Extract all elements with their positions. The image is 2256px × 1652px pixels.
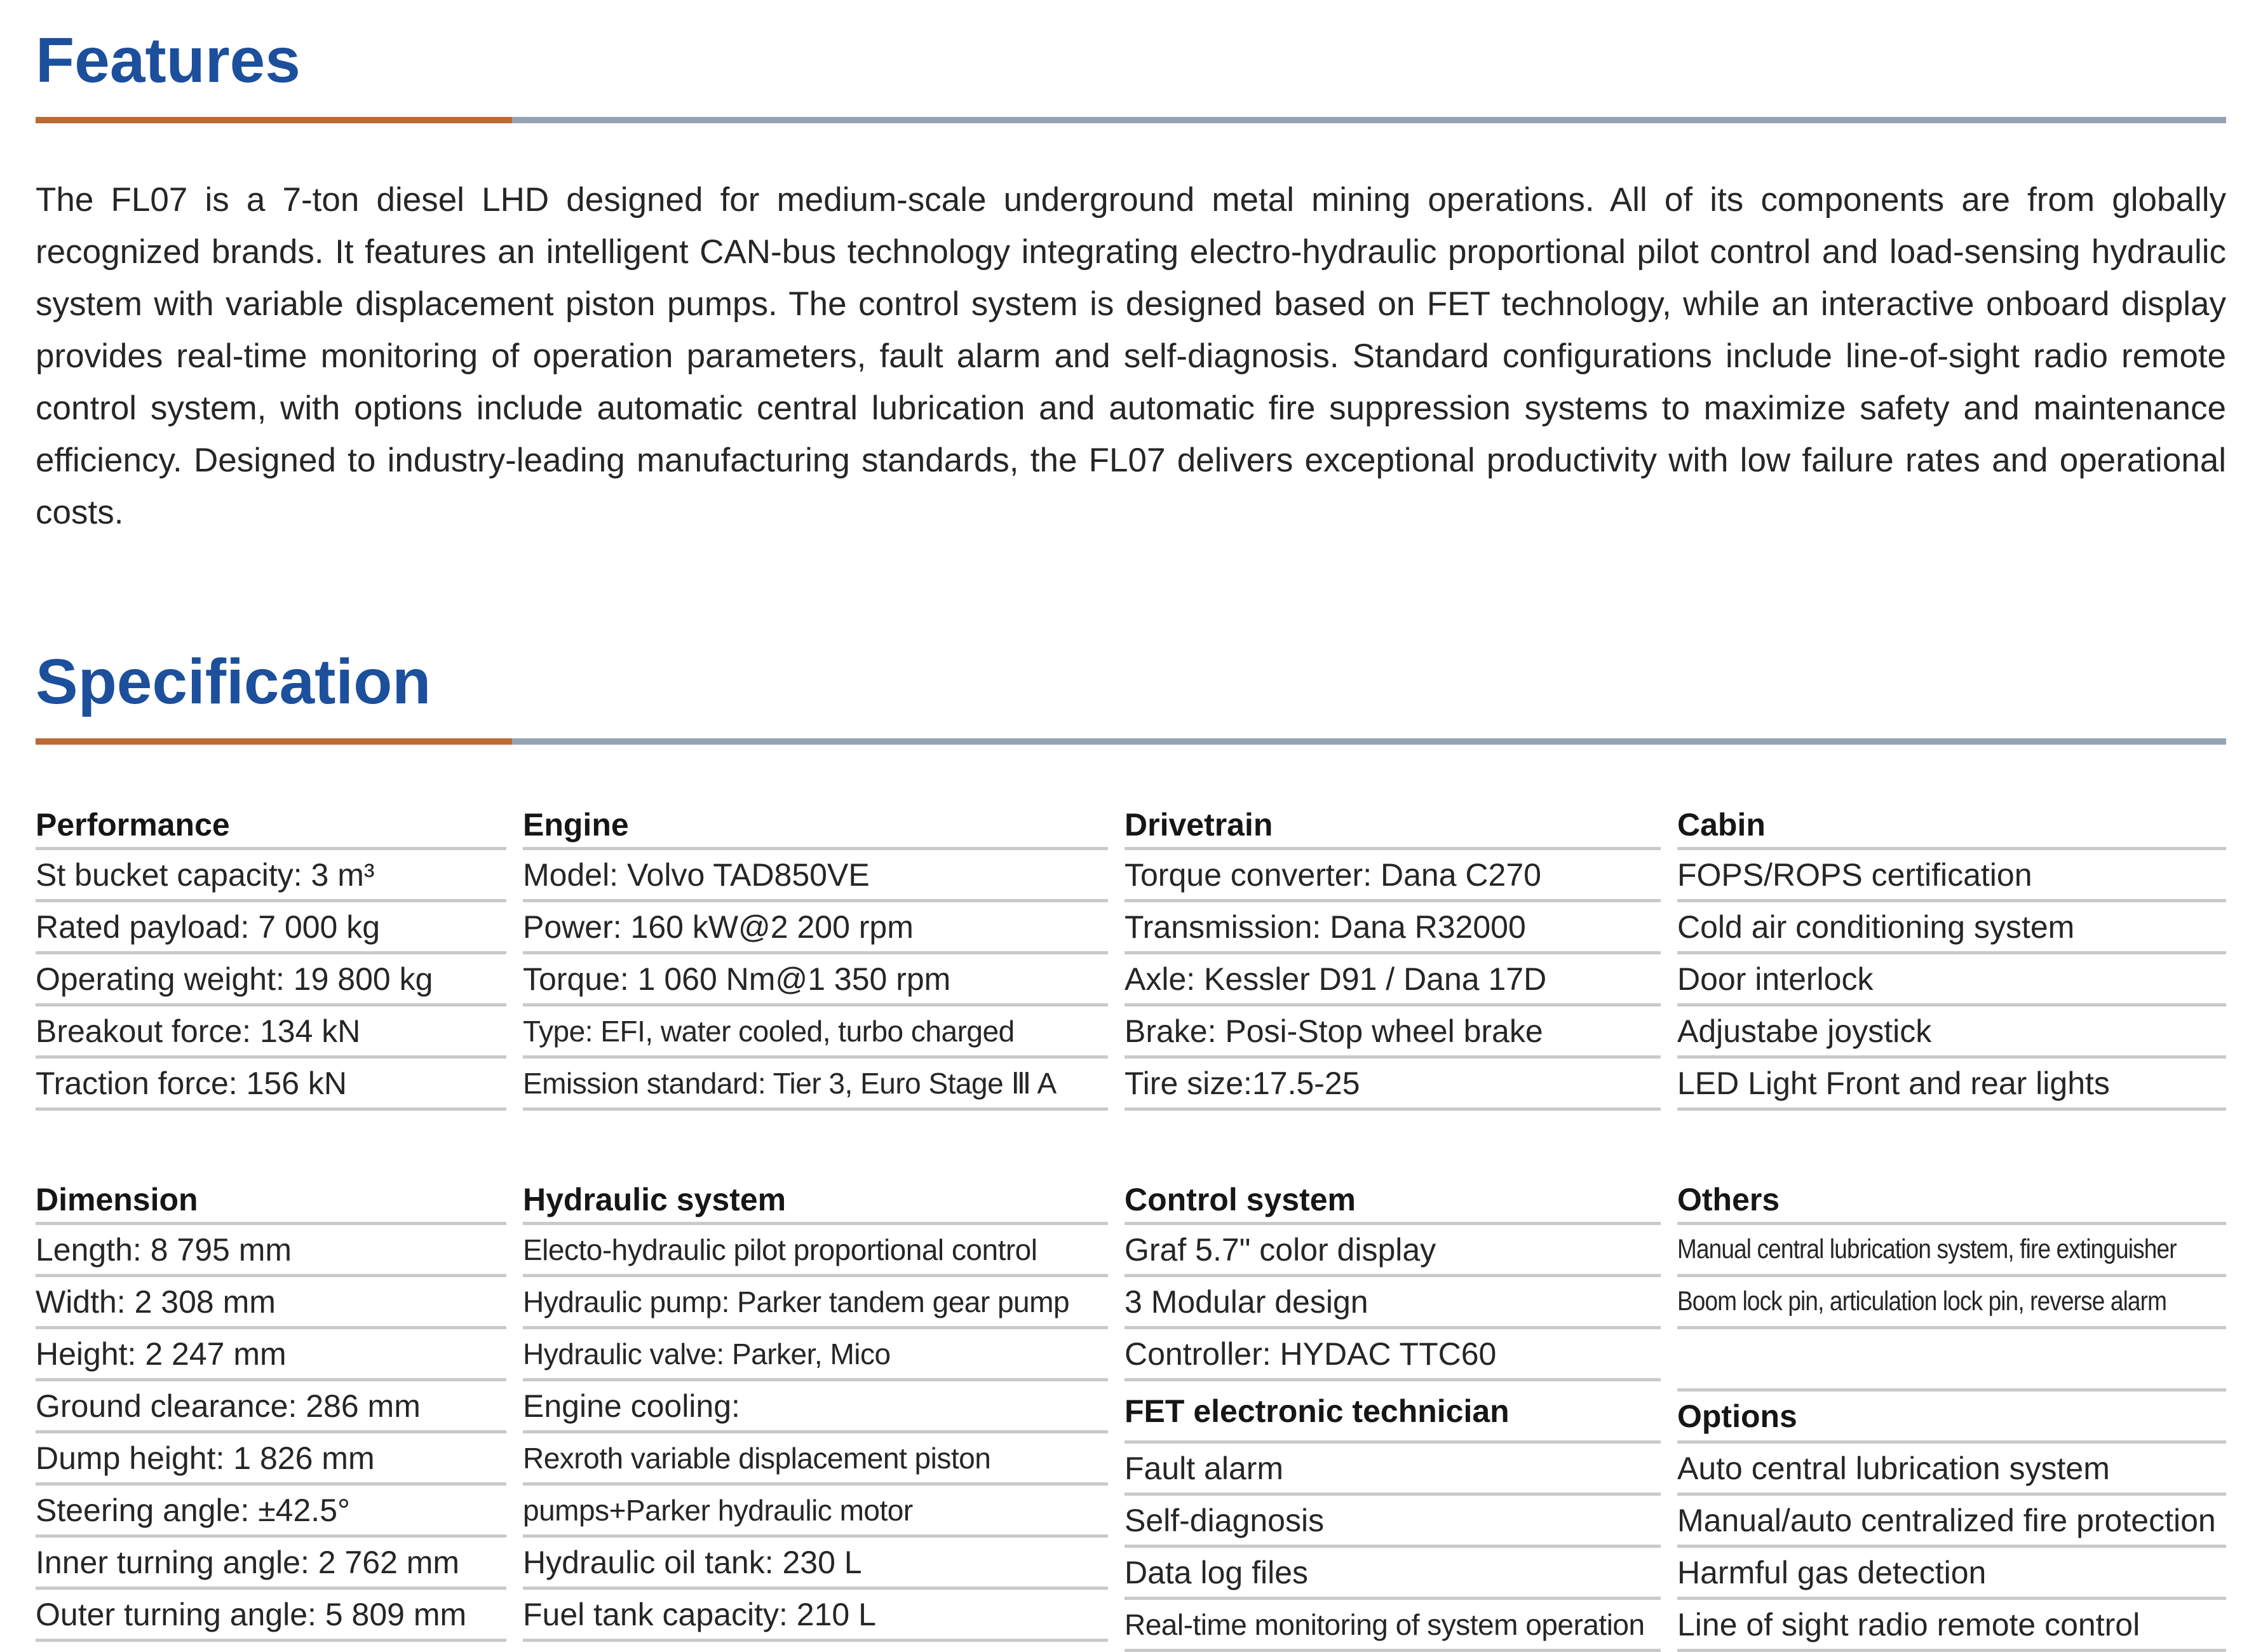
spec-cell [1677,1006,2226,1059]
spec-cell [523,902,1108,954]
spec-subheader-cell [1677,1391,2226,1444]
spec-cell-text: Dump height: 1 826 mm [36,1440,375,1476]
spec-cell [1125,1600,1661,1652]
spec-column-header: Control system [1125,1177,1661,1225]
spec-cell-text: Adjustabe joystick [1677,1013,1932,1049]
spec-cell [1677,1059,2226,1111]
spec-column-hydraulic-system [523,1177,1108,1652]
spec-cell-text: pumps+Parker hydraulic motor [523,1493,913,1527]
spec-cell [523,1329,1108,1381]
spec-column-engine [523,802,1108,1111]
spec-cell [523,954,1108,1006]
spec-cell-text: Auto central lubrication system [1677,1450,2110,1486]
spec-column-header: Dimension [36,1177,506,1225]
spec-cell [36,1006,506,1059]
spec-cell-text: Type: EFI, water cooled, turbo charged [523,1014,1015,1048]
spec-cell-text: Steering angle: ±42.5° [36,1492,350,1528]
spec-empty-cell [1677,1329,2226,1391]
spec-cell [1125,1006,1661,1059]
spec-cell [523,1433,1108,1486]
spec-cell [1677,1600,2226,1652]
spec-cell [36,1486,506,1538]
features-title: Features [36,25,301,96]
spec-cell-text: FOPS/ROPS certification [1677,856,2032,893]
spec-cell-text: Width: 2 308 mm [36,1283,276,1320]
spec-cell [36,1225,506,1277]
spec-cell-text: Hydraulic valve: Parker, Mico [523,1337,891,1371]
spec-table-band-2 [36,1177,2226,1652]
spec-cell-text: Torque: 1 060 Nm@1 350 rpm [523,961,951,997]
spec-cell-text: Fault alarm [1125,1450,1284,1486]
spec-cell-text: Fuel tank capacity: 210 L [523,1596,876,1632]
spec-cell-text: Emission standard: Tier 3, Euro Stage Ⅲ A [523,1066,1057,1100]
spec-cell-text: Hydraulic oil tank: 230 L [523,1544,862,1580]
spec-column-cabin [1677,802,2226,1111]
spec-cell-text: St bucket capacity: 3 m³ [36,856,375,893]
spec-cell [1677,1496,2226,1548]
features-paragraph: The FL07 is a 7-ton diesel LHD designed for medium-scale underground metal mining operations. All of its components are from globally recognized brands. It features an intelligent CAN-bus technology integrating electro-hydraulic proportional pilot control and load-sensing hydraulic system with variable displacement piston pumps. The control system is designed based on FET technology, while an interactive onboard display provides real-time monitoring of operation parameters, fault alarm and self-diagnosis. Standard configurations include line-of-sight radio remote control system, with options include automatic central lubrication and automatic fire suppression systems to maximize safety and maintenance efficiency. Designed to industry-leading manufacturing standards, the FL07 delivers exceptional productivity with low failure rates and operational costs. [36,181,2226,531]
spec-cell [36,1329,506,1381]
specification-title: Specification [36,646,431,717]
spec-cell [523,850,1108,902]
spec-cell-text: Model: Volvo TAD850VE [523,856,870,893]
spec-cell [36,1381,506,1433]
spec-column-header: Performance [36,802,506,850]
spec-subheader-cell [1125,1381,1661,1444]
spec-cell-text: Torque converter: Dana C270 [1125,856,1541,893]
spec-column-header: Hydraulic system [523,1177,1108,1225]
spec-cell [523,1381,1108,1433]
spec-cell-text: Self-diagnosis [1125,1502,1325,1538]
spec-cell-text: FET electronic technician [1125,1393,1510,1429]
spec-cell [36,1590,506,1642]
spec-cell [1125,1329,1661,1381]
spec-column-header: Others [1677,1177,2226,1225]
spec-cell-text: Electo-hydraulic pilot proportional control [523,1233,1037,1266]
spec-cell [1677,954,2226,1006]
spec-cell [36,902,506,954]
spec-cell [523,1225,1108,1277]
spec-cell [523,1277,1108,1329]
spec-cell [523,1590,1108,1642]
spec-cell-text: Cold air conditioning system [1677,909,2075,945]
spec-cell-text: Options [1677,1398,1797,1434]
spec-column-others [1677,1177,2226,1652]
spec-cell-text: Real-time monitoring of system operation [1125,1608,1645,1641]
spec-cell-text: Manual central lubrication system, fire extinguisher [1677,1234,2177,1264]
spec-cell-text: 3 Modular design [1125,1283,1368,1320]
spec-cell-text: Inner turning angle: 2 762 mm [36,1544,460,1580]
spec-cell [523,1059,1108,1111]
spec-cell-text: Door interlock [1677,961,1874,997]
spec-cell [523,1006,1108,1059]
spec-cell [1125,902,1661,954]
spec-cell-text: Manual/auto centralized fire protection [1677,1502,2216,1538]
spec-cell [36,1433,506,1486]
features-underline [36,117,2226,123]
spec-cell-text: Transmission: Dana R32000 [1125,909,1526,945]
spec-cell [1677,1225,2226,1277]
spec-cell [1677,902,2226,954]
spec-cell [1677,1277,2226,1329]
spec-cell-text: Graf 5.7" color display [1125,1231,1436,1268]
spec-cell [36,850,506,902]
spec-cell [36,1059,506,1111]
spec-column-header: Drivetrain [1125,802,1661,850]
spec-cell-text: Axle: Kessler D91 / Dana 17D [1125,961,1547,997]
specification-underline [36,738,2226,745]
spec-cell-text: Hydraulic pump: Parker tandem gear pump [523,1285,1070,1318]
spec-cell-text: Brake: Posi-Stop wheel brake [1125,1013,1543,1049]
spec-cell [36,1277,506,1329]
spec-cell-text: Rexroth variable displacement piston [523,1441,991,1475]
spec-cell [1125,1277,1661,1329]
spec-cell [1125,1496,1661,1548]
spec-table-band-1 [36,802,2226,1111]
spec-cell [1125,954,1661,1006]
spec-cell [523,1538,1108,1590]
spec-cell [36,954,506,1006]
spec-column-drivetrain [1125,802,1661,1111]
spec-cell-text: Line of sight radio remote control [1677,1606,2140,1642]
spec-cell-text: Ground clearance: 286 mm [36,1388,421,1424]
spec-cell [523,1486,1108,1538]
spec-cell-text: Operating weight: 19 800 kg [36,961,433,997]
spec-cell-text: Harmful gas detection [1677,1554,1987,1590]
spec-cell-text: Height: 2 247 mm [36,1336,287,1372]
spec-cell-text: Rated payload: 7 000 kg [36,909,381,945]
spec-cell-text: Controller: HYDAC TTC60 [1125,1336,1497,1372]
spec-cell-text: Tire size:17.5-25 [1125,1065,1360,1101]
spec-column-performance [36,802,506,1111]
spec-column-control-system [1125,1177,1661,1652]
spec-cell-text: Length: 8 795 mm [36,1231,292,1268]
spec-cell-text: LED Light Front and rear lights [1677,1065,2110,1101]
spec-cell-text: Boom lock pin, articulation lock pin, reverse alarm [1677,1286,2167,1317]
spec-cell [1677,1444,2226,1496]
spec-column-dimension [36,1177,506,1652]
spec-cell [1125,1548,1661,1600]
spec-cell [1125,1059,1661,1111]
spec-cell-text: Data log files [1125,1554,1309,1590]
spec-cell-text: Engine cooling: [523,1388,740,1424]
spec-cell [36,1538,506,1590]
spec-cell [1125,850,1661,902]
spec-cell-text: Outer turning angle: 5 809 mm [36,1596,467,1632]
spec-cell-text: Traction force: 156 kN [36,1065,348,1101]
spec-cell [1125,1225,1661,1277]
spec-cell [1125,1444,1661,1496]
spec-cell [1677,850,2226,902]
spec-cell-text: Breakout force: 134 kN [36,1013,361,1049]
spec-column-header: Cabin [1677,802,2226,850]
spec-column-header: Engine [523,802,1108,850]
spec-cell-text: Power: 160 kW@2 200 rpm [523,909,914,945]
spec-cell [1677,1548,2226,1600]
